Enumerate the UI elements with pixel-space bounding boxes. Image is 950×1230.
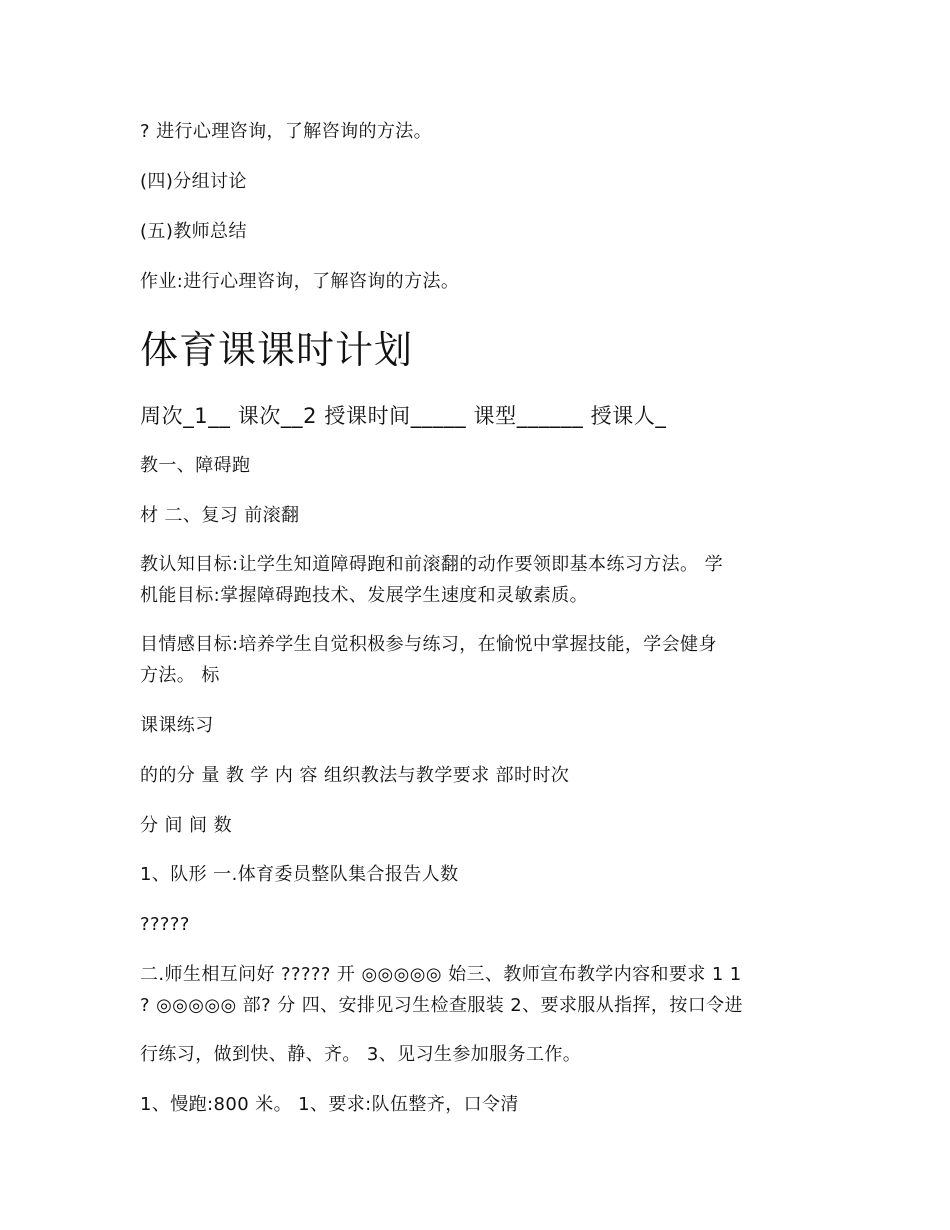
lesson-info-line: 周次_1__ 课次__2 授课时间_____ 课型______ 授课人_	[140, 404, 667, 428]
text-line-time-count: 分 间 间 数	[140, 815, 232, 836]
text-line-obstacle-run: 教一、障碍跑	[140, 455, 251, 476]
text-line-teacher-summary: (五)教师总结	[140, 221, 247, 242]
text-line-homework: 作业:进行心理咨询，了解咨询的方法。	[140, 271, 460, 292]
text-line-greeting: 二.师生相互问好 ????? 开 ◎◎◎◎◎ 始三、教师宣布教学内容和要求 1 1	[140, 964, 742, 985]
text-line-formation: 1、队形 一.体育委员整队集合报告人数	[140, 864, 459, 885]
text-line-jog: 1、慢跑:800 米。 1、要求:队伍整齐，口令清	[140, 1094, 519, 1115]
text-line-practice-rules: 行练习，做到快、静、齐。 3、见习生参加服务工作。	[140, 1044, 582, 1065]
text-line-arrange: ? ◎◎◎◎◎ 部? 分 四、安排见习生检查服装 2、要求服从指挥，按口令进	[140, 995, 743, 1016]
page-title: 体育课课时计划	[140, 328, 414, 372]
text-line-consult: ? 进行心理咨询，了解咨询的方法。	[140, 121, 433, 142]
text-line-method: 方法。 标	[140, 665, 220, 686]
text-line-emotion-goal: 目情感目标:培养学生自觉积极参与练习，在愉悦中掌握技能，学会健身	[140, 634, 717, 655]
text-line-table-header: 的的分 量 教 学 内 容 组织教法与教学要求 部时时次	[140, 765, 570, 786]
text-line-question-marks: ?????	[140, 914, 190, 935]
text-line-review-roll: 材 二、复习 前滚翻	[140, 505, 300, 526]
text-line-group-discussion: (四)分组讨论	[140, 171, 247, 192]
text-line-practice: 课课练习	[140, 715, 214, 736]
text-line-cognitive-goal: 教认知目标:让学生知道障碍跑和前滚翻的动作要领即基本练习方法。 学	[140, 554, 723, 575]
text-line-skill-goal: 机能目标:掌握障碍跑技术、发展学生速度和灵敏素质。	[140, 585, 589, 606]
